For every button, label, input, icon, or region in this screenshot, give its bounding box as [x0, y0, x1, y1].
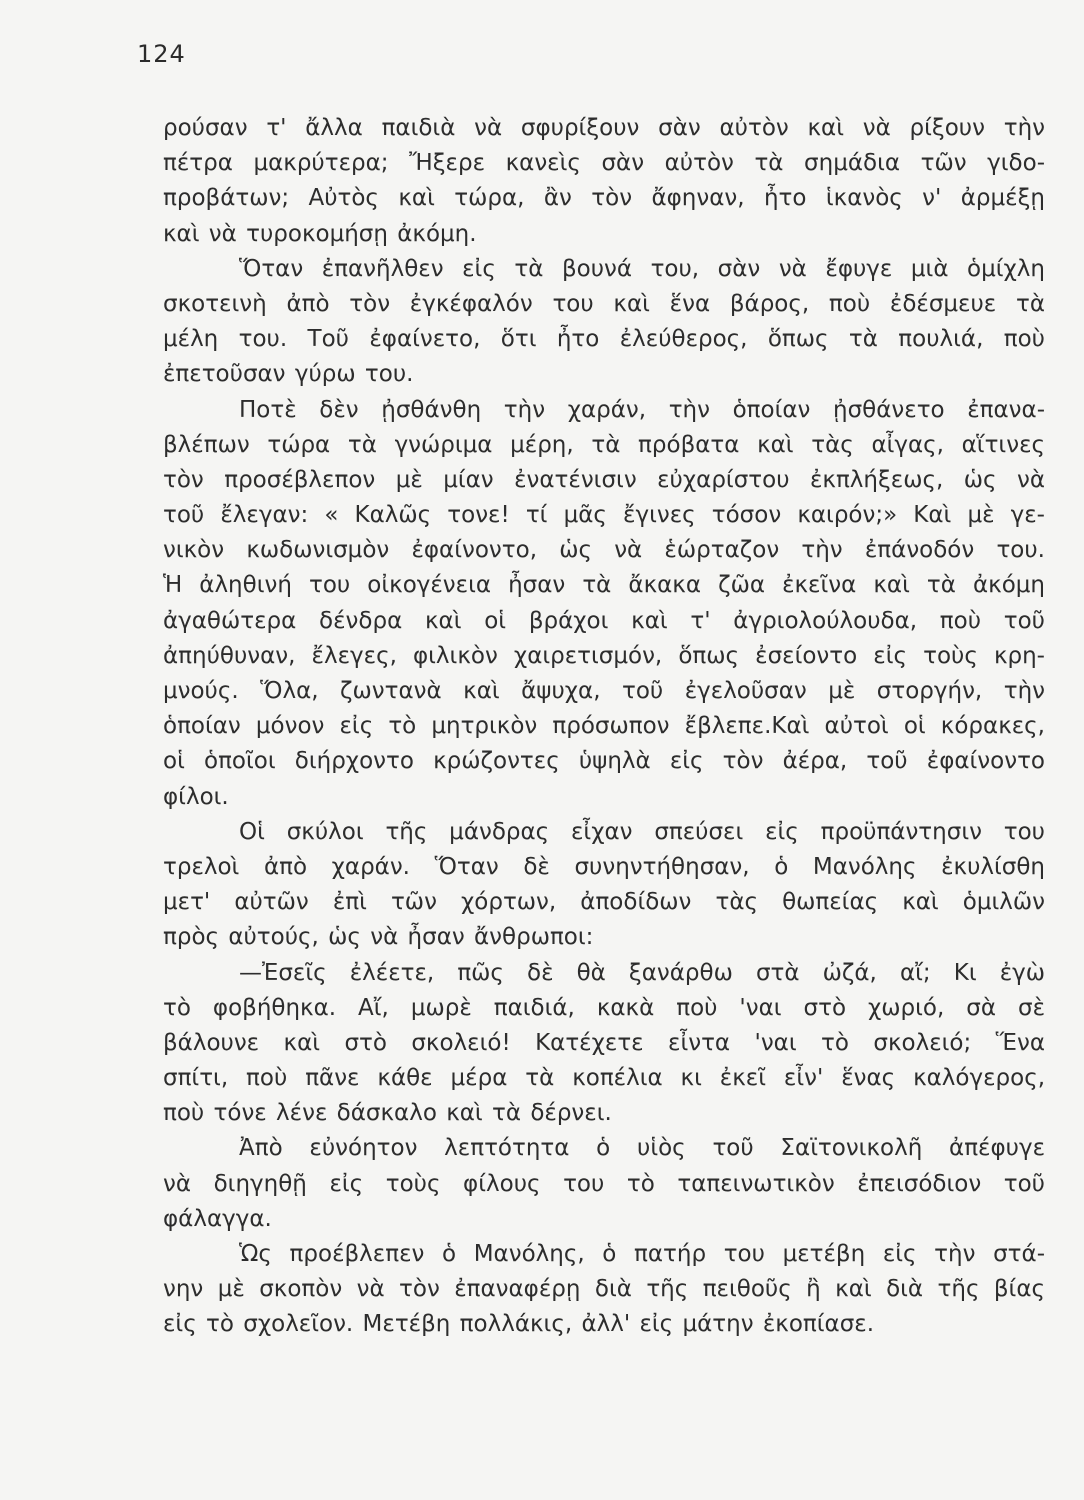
text-line: νην μὲ σκοπὸν νὰ τὸν ἐπαναφέρῃ διὰ τῆς πειθοῦς ἢ καὶ διὰ τῆς βίας: [163, 1276, 1045, 1303]
text-line: τοῦ ἔλεγαν: « Καλῶς τονε! τί μᾶς ἔγινες τόσον καιρόν;» Καὶ μὲ γε-: [163, 502, 1045, 529]
text-line: οἱ ὁποῖοι διήρχοντο κρώζοντες ὑψηλὰ εἰς τὸν ἀέρα, τοῦ ἐφαίνοντο: [163, 748, 1045, 775]
text-line: βάλουνε καὶ στὸ σκολειό! Κατέχετε εἶντα 'ναι τὸ σκολειό; Ἕνα: [163, 1029, 1045, 1056]
text-line: —Ἐσεῖς ἐλέετε, πῶς δὲ θὰ ξανάρθω στὰ ὠζά, αἴ; Κι ἐγὼ: [239, 959, 1045, 986]
text-line: Ἀπὸ εὐνόητον λεπτότητα ὁ υἱὸς τοῦ Σαϊτονικολῆ ἀπέφυγε: [239, 1135, 1045, 1162]
text-line: Ἡ ἀληθινή του οἰκογένεια ἦσαν τὰ ἄκακα ζῶα ἐκεῖνα καὶ τὰ ἀκόμη: [163, 572, 1045, 599]
text-line: Ποτὲ δὲν ᾐσθάνθη τὴν χαράν, τὴν ὁποίαν ᾐσθάνετο ἐπανα-: [239, 396, 1045, 423]
body-text: [163, 111, 1045, 1343]
text-line: βλέπων τώρα τὰ γνώριμα μέρη, τὰ πρόβατα καὶ τὰς αἶγας, αἵτινες: [163, 431, 1045, 458]
text-line: τὸ φοβήθηκα. Αἴ, μωρὲ παιδιά, κακὰ ποὺ 'ναι στὸ χωριό, σὰ σὲ: [163, 994, 1045, 1021]
text-line: νικὸν κωδωνισμὸν ἐφαίνοντο, ὡς νὰ ἑώρταζον τὴν ἐπάνοδόν του.: [163, 537, 1045, 564]
text-line: Ὡς προέβλεπεν ὁ Μανόλης, ὁ πατήρ του μετέβη εἰς τὴν στά-: [239, 1241, 1045, 1267]
text-line: σπίτι, ποὺ πᾶνε κάθε μέρα τὰ κοπέλια κι ἐκεῖ εἶν' ἕνας καλόγερος,: [163, 1065, 1045, 1092]
text-line: προβάτων; Αὐτὸς καὶ τώρα, ἂν τὸν ἄφηναν, ἦτο ἱκανὸς ν' ἀρμέξῃ: [163, 185, 1045, 212]
text-line: καὶ νὰ τυροκομήσῃ ἀκόμη.: [163, 220, 477, 247]
text-line: ἀπηύθυναν, ἔλεγες, φιλικὸν χαιρετισμόν, ὅπως ἐσείοντο εἰς τοὺς κρη-: [163, 642, 1045, 669]
text-line: ἀγαθώτερα δένδρα καὶ οἱ βράχοι καὶ τ' ἀγριολούλουδα, ποὺ τοῦ: [163, 607, 1045, 634]
text-line: φάλαγγα.: [163, 1205, 272, 1232]
text-line: μνούς. Ὅλα, ζωντανὰ καὶ ἄψυχα, τοῦ ἐγελοῦσαν μὲ στοργήν, τὴν: [163, 678, 1045, 704]
text-line: νὰ διηγηθῇ εἰς τοὺς φίλους του τὸ ταπεινωτικὸν ἐπεισόδιον τοῦ: [163, 1170, 1045, 1197]
text-line: πρὸς αὐτούς, ὡς νὰ ἦσαν ἄνθρωποι:: [163, 924, 594, 951]
text-line: μέλη του. Τοῦ ἐφαίνετο, ὅτι ἦτο ἐλεύθερος, ὅπως τὰ πουλιά, ποὺ: [163, 326, 1045, 353]
text-line: Οἱ σκύλοι τῆς μάνδρας εἶχαν σπεύσει εἰς προϋπάντησιν του: [239, 818, 1045, 845]
text-line: ὁποίαν μόνον εἰς τὸ μητρικὸν πρόσωπον ἔβλεπε.Καὶ αὐτοὶ οἱ κόρακες,: [163, 713, 1045, 740]
text-line: ποὺ τόνε λένε δάσκαλο καὶ τὰ δέρνει.: [163, 1100, 612, 1127]
text-line: ρούσαν τ' ἄλλα παιδιὰ νὰ σφυρίξουν σὰν αὐτὸν καὶ νὰ ρίξουν τὴν: [163, 115, 1045, 141]
page-number: 124: [137, 40, 186, 68]
text-line: τρελοὶ ἀπὸ χαράν. Ὅταν δὲ συνηντήθησαν, ὁ Μανόλης ἐκυλίσθη: [163, 853, 1045, 880]
text-line: εἰς τὸ σχολεῖον. Μετέβη πολλάκις, ἀλλ' εἰς μάτην ἐκοπίασε.: [163, 1311, 875, 1338]
text-line: τὸν προσέβλεπον μὲ μίαν ἐνατένισιν εὐχαρίστου ἐκπλήξεως, ὡς νὰ: [163, 466, 1045, 493]
text-line: Ὅταν ἐπανῆλθεν εἰς τὰ βουνά του, σὰν νὰ ἔφυγε μιὰ ὁμίχλη: [239, 255, 1045, 282]
text-line: φίλοι.: [163, 783, 229, 810]
text-line: πέτρα μακρύτερα; Ἤξερε κανεὶς σὰν αὐτὸν τὰ σημάδια τῶν γιδο-: [163, 150, 1045, 177]
text-line: μετ' αὐτῶν ἐπὶ τῶν χόρτων, ἀποδίδων τὰς θωπείας καὶ ὁμιλῶν: [163, 889, 1045, 916]
text-line: σκοτεινὴ ἀπὸ τὸν ἐγκέφαλόν του καὶ ἕνα βάρος, ποὺ ἐδέσμευε τὰ: [163, 290, 1045, 317]
text-line: ἐπετοῦσαν γύρω του.: [163, 361, 414, 388]
